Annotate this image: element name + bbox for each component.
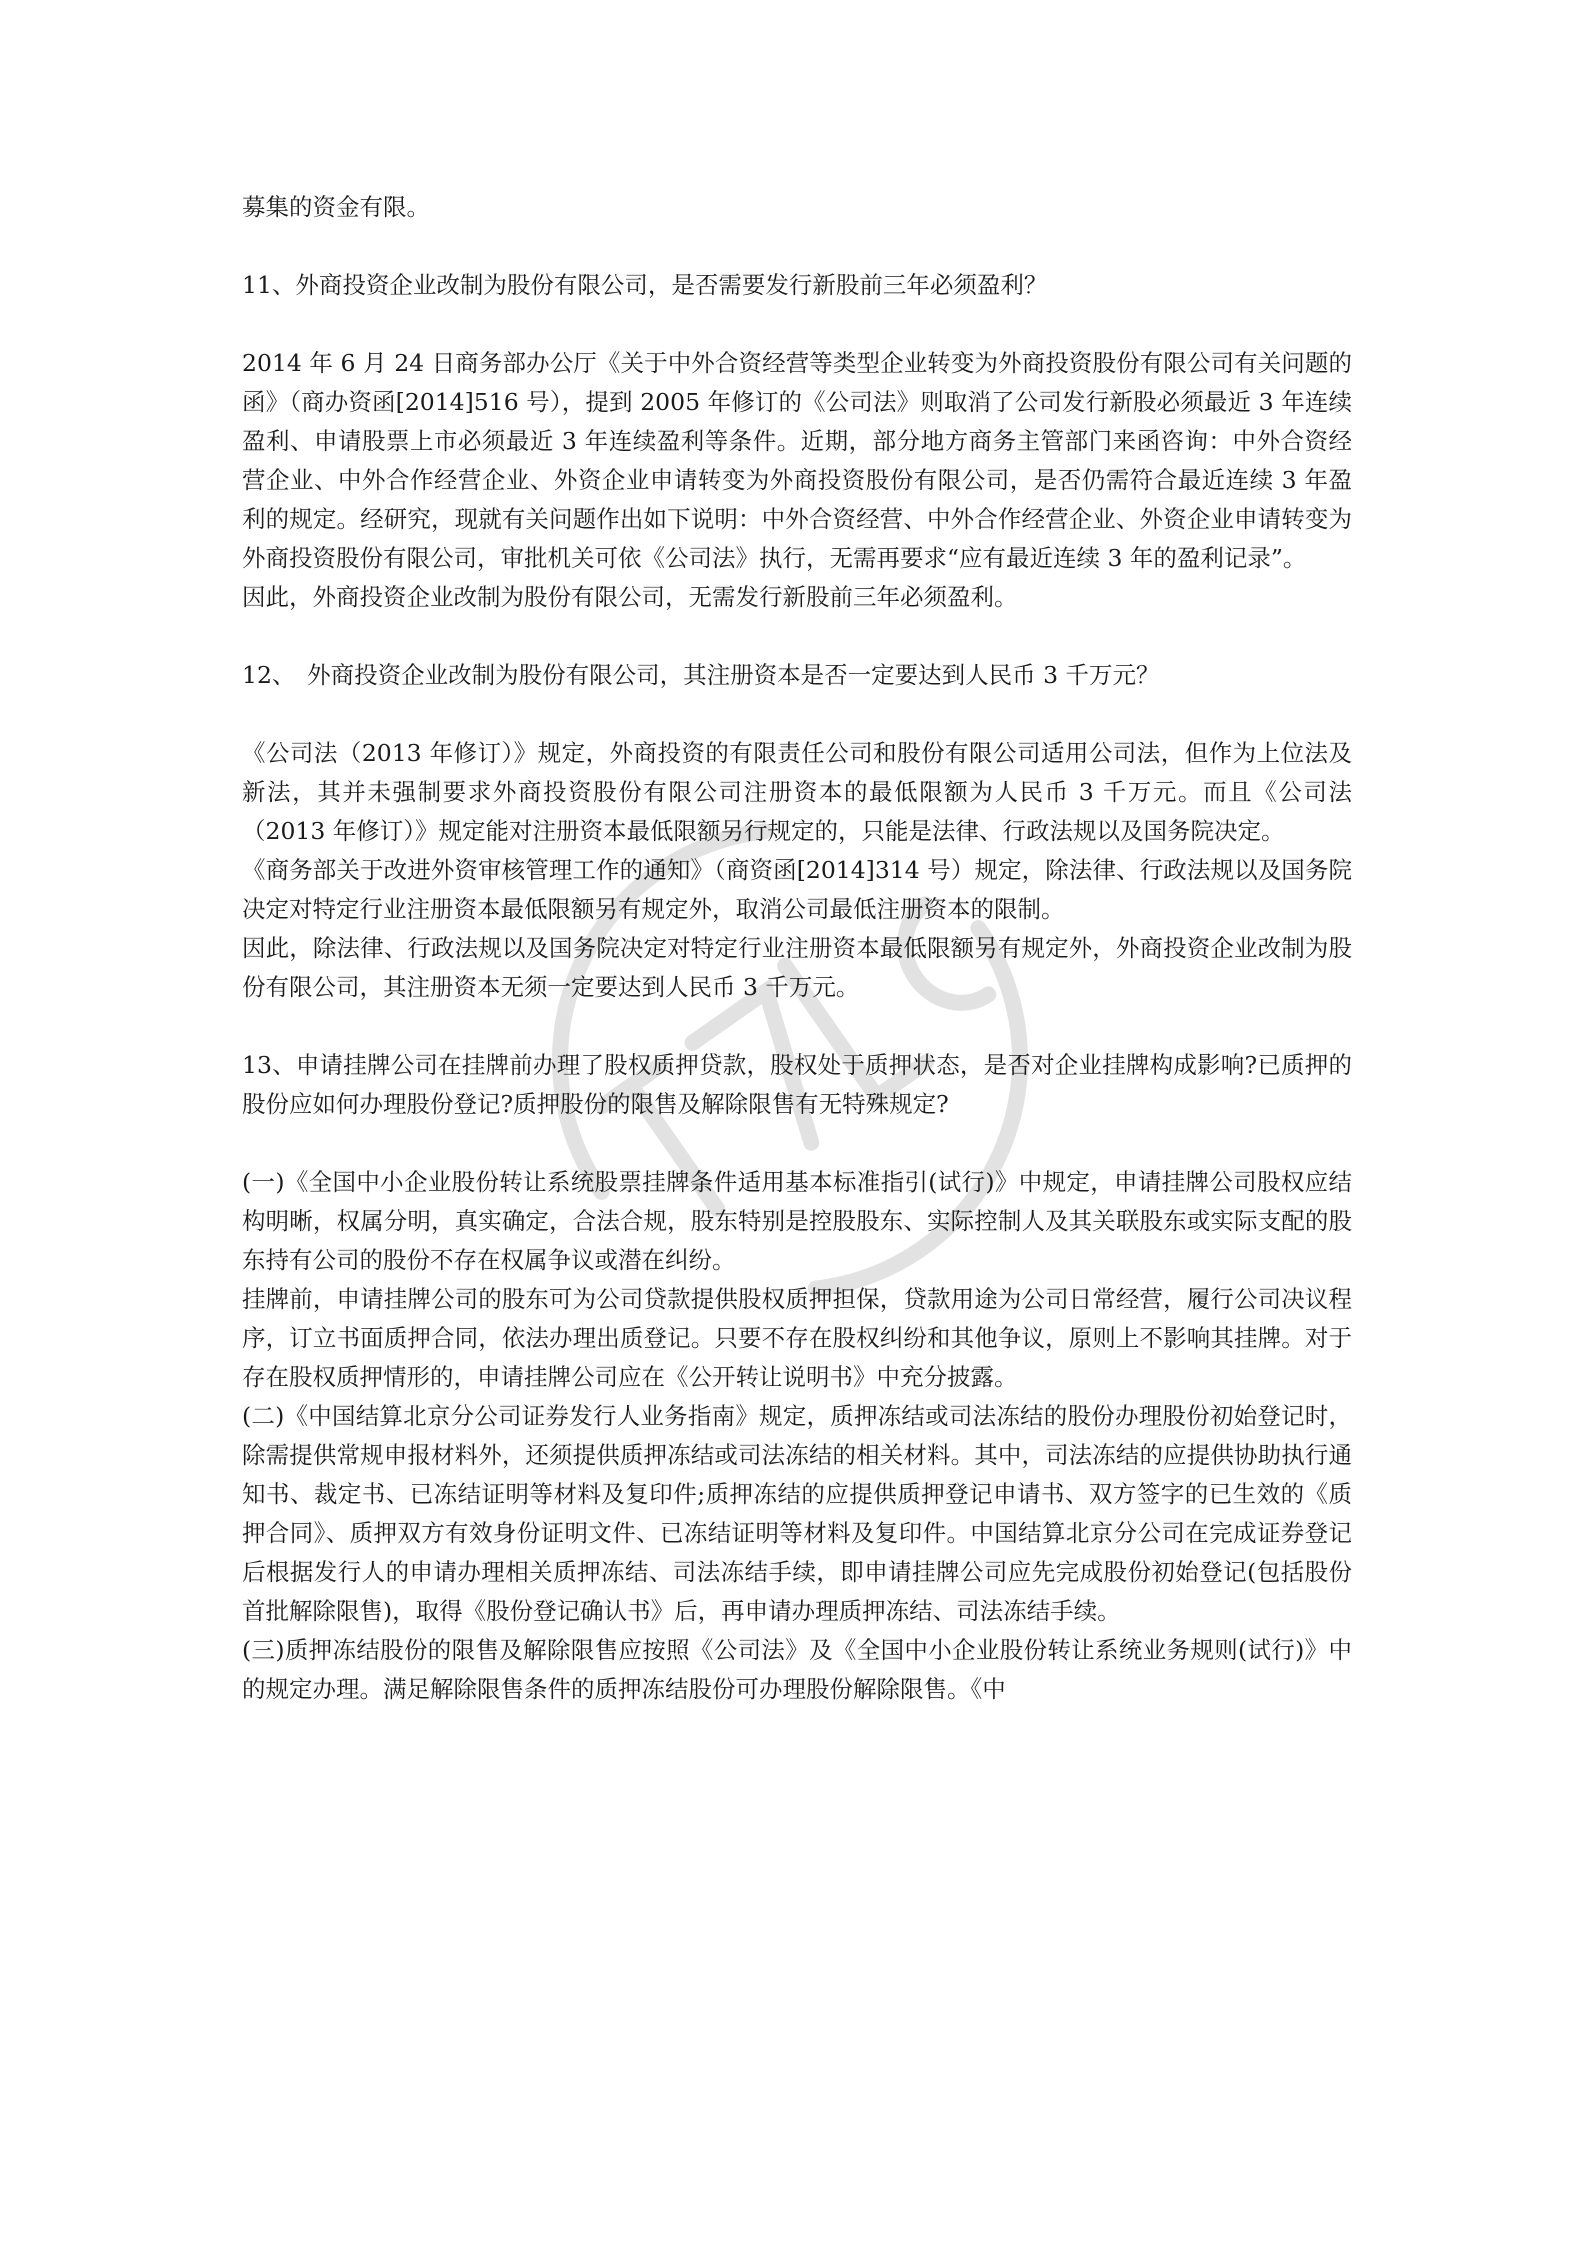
paragraph: 因此，外商投资企业改制为股份有限公司，无需发行新股前三年必须盈利。 — [242, 583, 1018, 611]
paragraph: (一)《全国中小企业股份转让系统股票挂牌条件适用基本标准指引(试行)》中规定，申请挂牌公司股权应结构明晰，权属分明，真实确定，合法合规，股东特别是控股股东、实际控制人及其关联股东或实际支配的股东持有公司的股份不存在权属争议或潜在纠纷。 — [242, 1168, 1352, 1274]
paragraph: (三)质押冻结股份的限售及解除限售应按照《公司法》及《全国中小企业股份转让系统业务规则(试行)》中的规定办理。满足解除限售条件的质押冻结股份可办理股份解除限售。《中 — [242, 1636, 1352, 1703]
document-body — [242, 188, 1352, 1709]
paragraph: 因此，除法律、行政法规以及国务院决定对特定行业注册资本最低限额另有规定外，外商投资企业改制为股份有限公司，其注册资本无须一定要达到人民币 3 千万元。 — [242, 934, 1352, 1001]
paragraph: 《公司法（2013 年修订）》规定，外商投资的有限责任公司和股份有限公司适用公司法，但作为上位法及新法，其并未强制要求外商投资股份有限公司注册资本的最低限额为人民币 3 千万元。而且《公司法（2013 年修订）》规定能对注册资本最低限额另行规定的，只能是法律、行政法规以及国务院决定。 — [242, 739, 1352, 845]
question-13: 13、申请挂牌公司在挂牌前办理了股权质押贷款，股权处于质押状态，是否对企业挂牌构成影响?已质押的股份应如何办理股份登记?质押股份的限售及解除限售有无特殊规定? — [242, 1051, 1352, 1118]
question-11: 11、外商投资企业改制为股份有限公司，是否需要发行新股前三年必须盈利？ — [242, 271, 1048, 299]
intro-line: 募集的资金有限。 — [242, 193, 430, 221]
paragraph: 《商务部关于改进外资审核管理工作的通知》（商资函[2014]314 号）规定，除法律、行政法规以及国务院决定对特定行业注册资本最低限额另有规定外，取消公司最低注册资本的限制。 — [242, 856, 1352, 923]
question-12: 12、 外商投资企业改制为股份有限公司，其注册资本是否一定要达到人民币 3 千万元？ — [242, 661, 1160, 689]
paragraph: 2014 年 6 月 24 日商务部办公厅《关于中外合资经营等类型企业转变为外商投资股份有限公司有关问题的函》（商办资函[2014]516 号），提到 2005 年修订的《公司法》则取消了公司发行新股必须最近 3 年连续盈利、申请股票上市必须最近 3 年连续盈利等条件。近期，部分地方商务主管部门来函咨询：中外合资经营企业、中外合作经营企业、外资企业申请转变为外商投资股份有限公司，是否仍需符合最近连续 3 年盈利的规定。经研究，现就有关问题作出如下说明：中外合资经营、中外合作经营企业、外资企业申请转变为外商投资股份有限公司，审批机关可依《公司法》执行，无需再要求“应有最近连续 3 年的盈利记录”。 — [242, 349, 1352, 572]
paragraph: 挂牌前，申请挂牌公司的股东可为公司贷款提供股权质押担保，贷款用途为公司日常经营，履行公司决议程序，订立书面质押合同，依法办理出质登记。只要不存在股权纠纷和其他争议，原则上不影响其挂牌。对于存在股权质押情形的，申请挂牌公司应在《公开转让说明书》中充分披露。 — [242, 1285, 1352, 1391]
paragraph: (二)《中国结算北京分公司证券发行人业务指南》规定，质押冻结或司法冻结的股份办理股份初始登记时，除需提供常规申报材料外，还须提供质押冻结或司法冻结的相关材料。其中，司法冻结的应提供协助执行通知书、裁定书、已冻结证明等材料及复印件;质押冻结的应提供质押登记申请书、双方签字的已生效的《质押合同》、质押双方有效身份证明文件、已冻结证明等材料及复印件。中国结算北京分公司在完成证券登记后根据发行人的申请办理相关质押冻结、司法冻结手续，即申请挂牌公司应先完成股份初始登记(包括股份首批解除限售)，取得《股份登记确认书》后，再申请办理质押冻结、司法冻结手续。 — [242, 1402, 1352, 1625]
